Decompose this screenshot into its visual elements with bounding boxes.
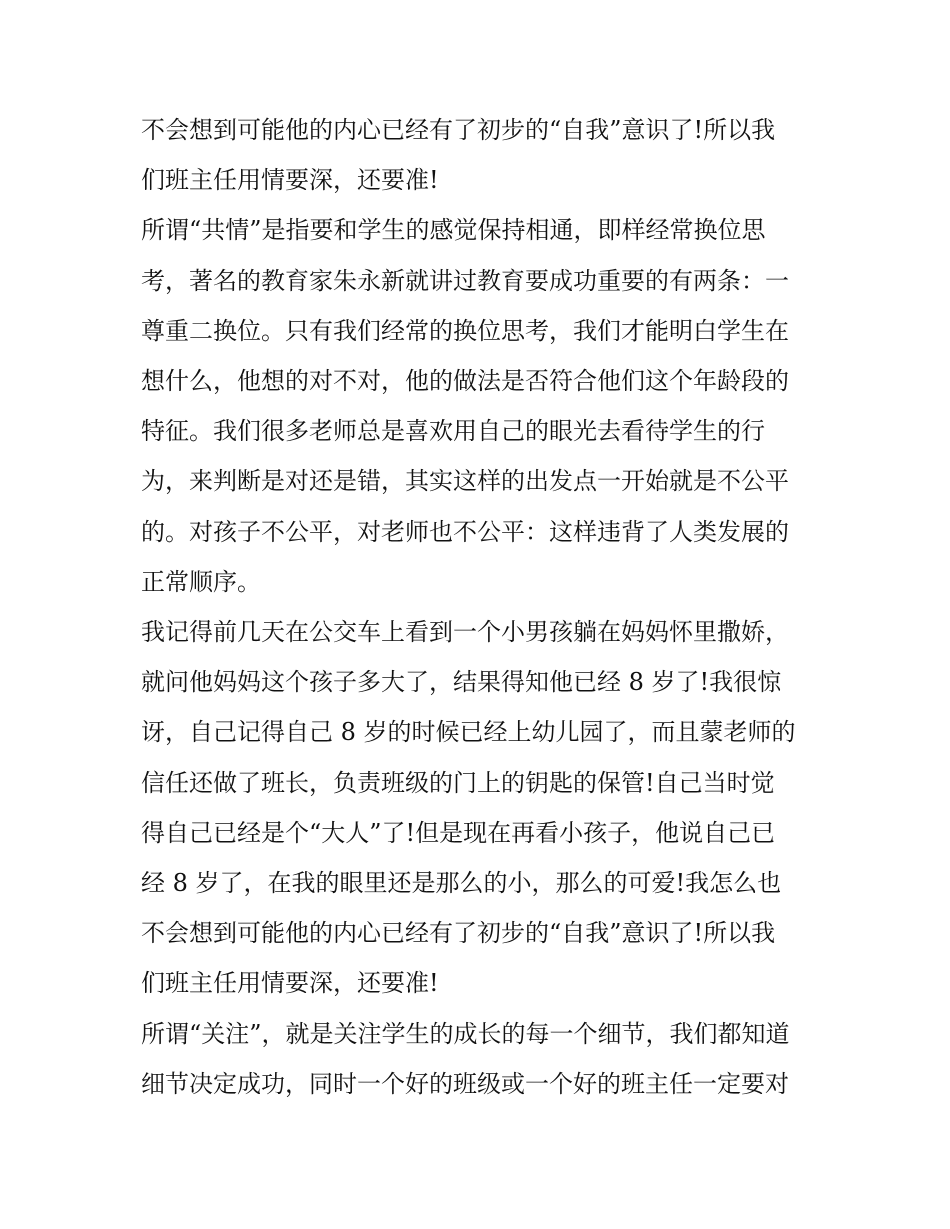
text-line: 的。对孩子不公平，对老师也不公平：这样违背了人类发展的 [141,518,789,546]
text-line: 不会想到可能他的内心已经有了初步的“自我”意识了!所以我 [141,116,776,144]
text-line: 们班主任用情要深，还要准! [141,166,439,194]
text-line: 讶，自己记得自己 8 岁的时候已经上幼儿园了，而且蒙老师的 [141,718,796,746]
text-line: 正常顺序。 [141,568,261,596]
text-line: 为，来判断是对还是错，其实这样的出发点一开始就是不公平 [141,467,789,495]
text-line: 特征。我们很多老师总是喜欢用自己的眼光去看待学生的行 [141,417,765,445]
text-line: 所谓“关注”，就是关注学生的成长的每一个细节，我们都知道 [141,1020,790,1048]
text-line: 不会想到可能他的内心已经有了初步的“自我”意识了!所以我 [141,919,776,947]
text-line: 得自己已经是个“大人”了!但是现在再看小孩子，他说自己已 [141,819,776,847]
text-line: 就问他妈妈这个孩子多大了，结果得知他已经 8 岁了!我很惊 [141,668,782,696]
text-line: 尊重二换位。只有我们经常的换位思考，我们才能明白学生在 [141,317,789,345]
text-line: 经 8 岁了，在我的眼里还是那么的小，那么的可爱!我怎么也 [141,869,782,897]
text-line: 信任还做了班长，负责班级的门上的钥匙的保管!自己当时觉 [141,769,775,797]
text-line: 们班主任用情要深，还要准! [141,969,439,997]
text-line: 我记得前几天在公交车上看到一个小男孩躺在妈妈怀里撒娇， [141,618,789,646]
text-line: 考，著名的教育家朱永新就讲过教育要成功重要的有两条：一 [141,267,789,295]
text-line: 细节决定成功，同时一个好的班级或一个好的班主任一定要对 [141,1070,789,1098]
text-line: 想什么，他想的对不对，他的做法是否符合他们这个年龄段的 [141,367,789,395]
text-line: 所谓“共情”是指要和学生的感觉保持相通，即样经常换位思 [141,216,766,244]
